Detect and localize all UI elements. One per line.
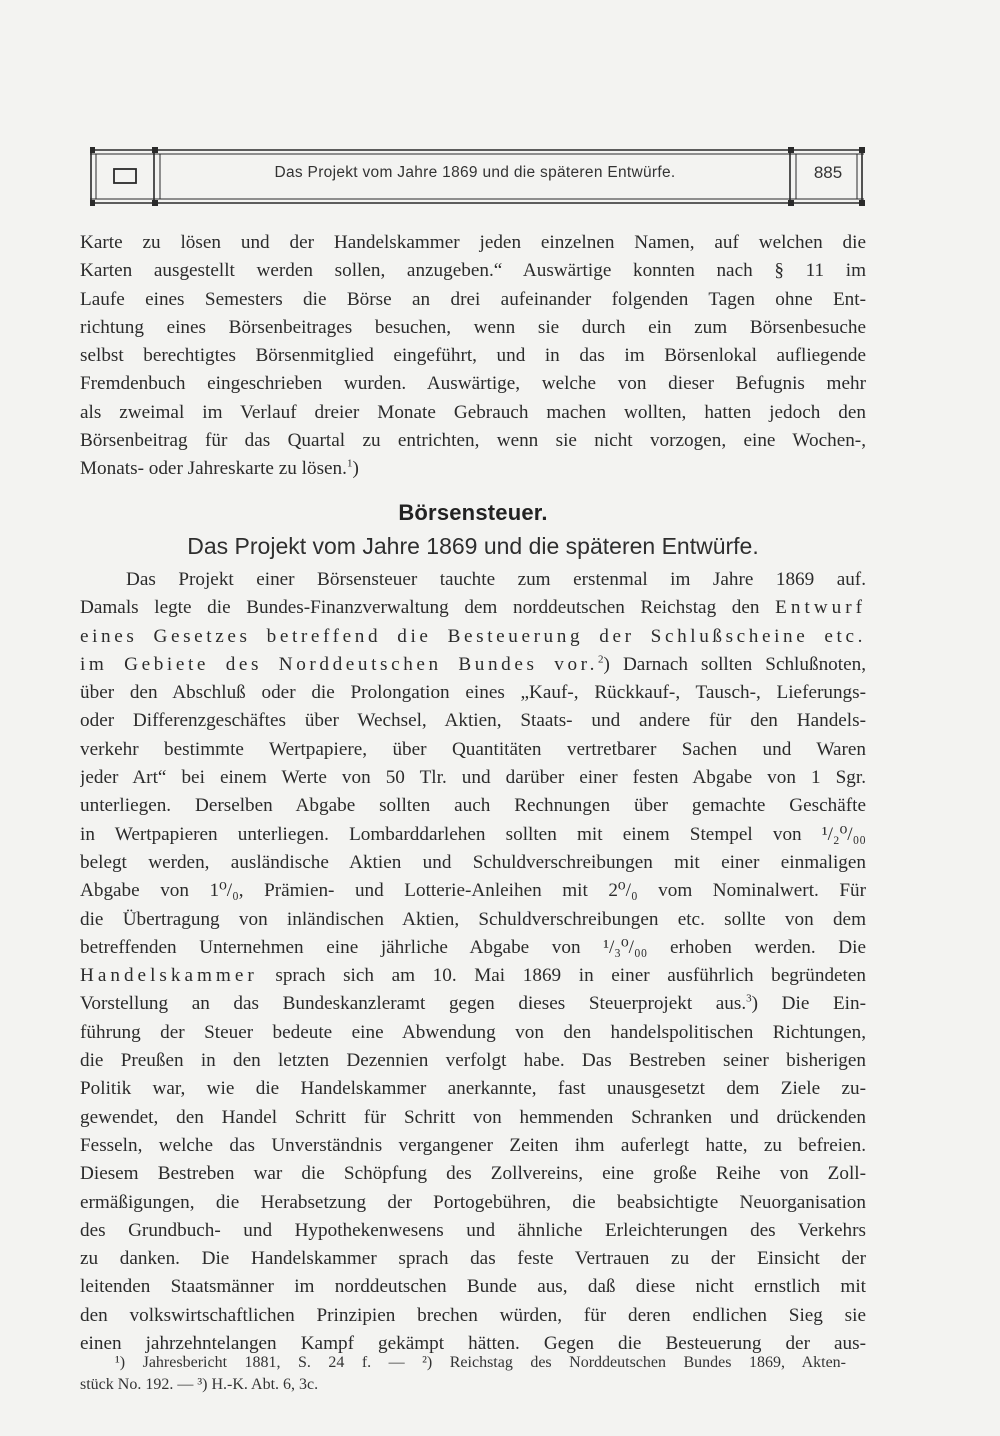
line-text: Damals legte die Bundes-Finanzverwaltung dem norddeutschen Reichstag den [80, 597, 760, 619]
text-line: die Übertragung von inländischen Aktien, Schuldverschreibungen etc. sollte von dem [80, 908, 866, 930]
paragraph-continued [80, 229, 866, 484]
text-line: jeder Art“ bei einem Werte von 50 Tlr. und darüber einer festen Abgabe von 1 Sgr. [80, 767, 866, 789]
text-line: Karte zu lösen und der Handelskammer jeden einzelnen Namen, auf welchen die [80, 232, 866, 253]
text-line: richtung eines Börsenbeitrages besuchen, wenn sie durch ein zum Börsenbesuche [80, 316, 866, 338]
line-text: ) Darnach sollten Schlußnoten, [603, 653, 866, 675]
spaced-text: Handelskammer [80, 965, 258, 987]
text-line: betreffenden Unternehmen eine jährliche Abgabe von ¹/₃⁰/₀₀ erhoben werden. Die [80, 936, 866, 958]
line-text: ) [352, 458, 359, 480]
text-line: selbst berechtigtes Börsenmitglied eingeführt, und in das im Börsenlokal aufliegende [80, 345, 866, 367]
footnote-line: ¹) Jahresbericht 1881, S. 24 f. — ²) Reichstag des Norddeutschen Bundes 1869, Akten- [115, 1354, 846, 1371]
footnote-line: stück No. 192. — ³) H.-K. Abt. 6, 3c. [80, 1376, 319, 1393]
text-line: den volkswirtschaftlichen Prinzipien brechen würden, für deren endlichen Sieg sie [80, 1304, 866, 1326]
text-line: verkehr bestimmte Wertpapiere, über Quantitäten vertretbarer Sachen und Waren [80, 738, 866, 760]
text-line: oder Differenzgeschäftes über Wechsel, Aktien, Staats- und andere für den Handels- [80, 710, 866, 732]
text-line: Laufe eines Semesters die Börse an drei aufeinander folgenden Tagen ohne Ent- [80, 288, 866, 310]
text-line: einen jahrzehntelangen Kampf gekämpt hätten. Gegen die Besteuerung der aus- [80, 1333, 866, 1355]
text-line: Fesseln, welche das Unverständnis vergangener Zeiten ihm auferlegt hatte, zu befreien. [80, 1134, 866, 1156]
text-line [80, 962, 866, 990]
footnote-ref: 1 [346, 457, 353, 470]
line-text: ) Die Ein- [751, 993, 866, 1015]
spaced-text: im Gebiete des Norddeutschen Bundes vor. [80, 653, 598, 675]
text-line: des Grundbuch- und Hypothekenwesens und ähnliche Erleichterungen des Verkehrs [80, 1219, 866, 1241]
section-heading: Börsensteuer. [398, 500, 548, 525]
footnotes [80, 1352, 846, 1396]
text-line [80, 990, 866, 1018]
text-line: belegt werden, ausländische Aktien und Schuldverschreibungen mit einer einmaligen [80, 851, 866, 873]
text-line: gewendet, den Handel Schritt für Schritt von hemmenden Schranken und drückenden [80, 1106, 866, 1128]
text-line [80, 455, 866, 483]
text-line: leitenden Staatsmänner im norddeutschen Bunde aus, daß diese nicht ernstlich mit [80, 1276, 866, 1298]
text-line: Fremdenbuch eingeschrieben wurden. Auswärtige, welche von dieser Befugnis mehr [80, 373, 866, 395]
spaced-text-line: eines Gesetzes betreffend die Besteuerung der Schlußscheine etc. [80, 625, 866, 647]
line-text: sprach sich am 10. Mai 1869 in einer ausführlich begründeten [275, 965, 866, 987]
footnote-ref: 2 [597, 653, 604, 666]
text-line: zu danken. Die Handelskammer sprach das feste Vertrauen zu der Einsicht der [80, 1248, 866, 1270]
spaced-text: Entwurf [775, 597, 866, 619]
text-line: Abgabe von 1⁰/₀, Prämien- und Lotterie-Anleihen mit 2⁰/₀ vom Nominalwert. Für [80, 880, 866, 902]
section-subheading: Das Projekt vom Jahre 1869 und die späteren Entwürfe. [187, 533, 759, 559]
paragraph-main [80, 566, 866, 1358]
text-line: als zweimal im Verlauf dreier Monate Gebrauch machen wollten, hatten jedoch den [80, 401, 866, 423]
text-line: in Wertpapieren unterliegen. Lombarddarlehen sollten mit einem Stempel von ¹/₂⁰/₀₀ [80, 823, 866, 845]
text-line: über den Abschluß oder die Prolongation eines „Kauf-, Rückkauf-, Tausch-, Lieferungs- [80, 682, 866, 704]
text-line: unterliegen. Derselben Abgabe sollten auch Rechnungen über gemachte Geschäfte [80, 795, 866, 817]
text-line [80, 651, 866, 679]
text-line: Börsenbeitrag für das Quartal zu entrichten, wenn sie nicht vorzogen, eine Wochen-, [80, 430, 866, 452]
footnote-ref: 3 [746, 993, 752, 1006]
text-line: ermäßigungen, die Herabsetzung der Portogebühren, die beabsichtigte Neuorganisation [80, 1191, 866, 1213]
text-line [80, 594, 866, 622]
running-header [90, 145, 862, 205]
text-line: Karten ausgestellt werden sollen, anzugeben.“ Auswärtige konnten nach § 11 im [80, 260, 866, 282]
page-number: 885 [813, 163, 843, 182]
line-text: Vorstellung an das Bundeskanzleramt gegen dieses Steuerprojekt aus. [80, 993, 747, 1015]
text-line: Diesem Bestreben war die Schöpfung des Zollvereins, eine große Reihe von Zoll- [80, 1163, 866, 1185]
text-line: Das Projekt einer Börsensteuer tauchte zum erstenmal im Jahre 1869 auf. [126, 569, 866, 590]
text-line: die Preußen in den letzten Dezennien verfolgt habe. Das Bestreben seiner bisherigen [80, 1050, 866, 1072]
text-line: Politik war, wie die Handelskammer anerkannte, fast unausgesetzt dem Ziele zu- [80, 1078, 866, 1100]
text-line: führung der Steuer bedeute eine Abwendung von den handelspolitischen Richtungen, [80, 1021, 866, 1043]
line-text: Monats- oder Jahreskarte zu lösen. [80, 458, 347, 480]
running-title: Das Projekt vom Jahre 1869 und die späteren Entwürfe. [274, 164, 676, 181]
